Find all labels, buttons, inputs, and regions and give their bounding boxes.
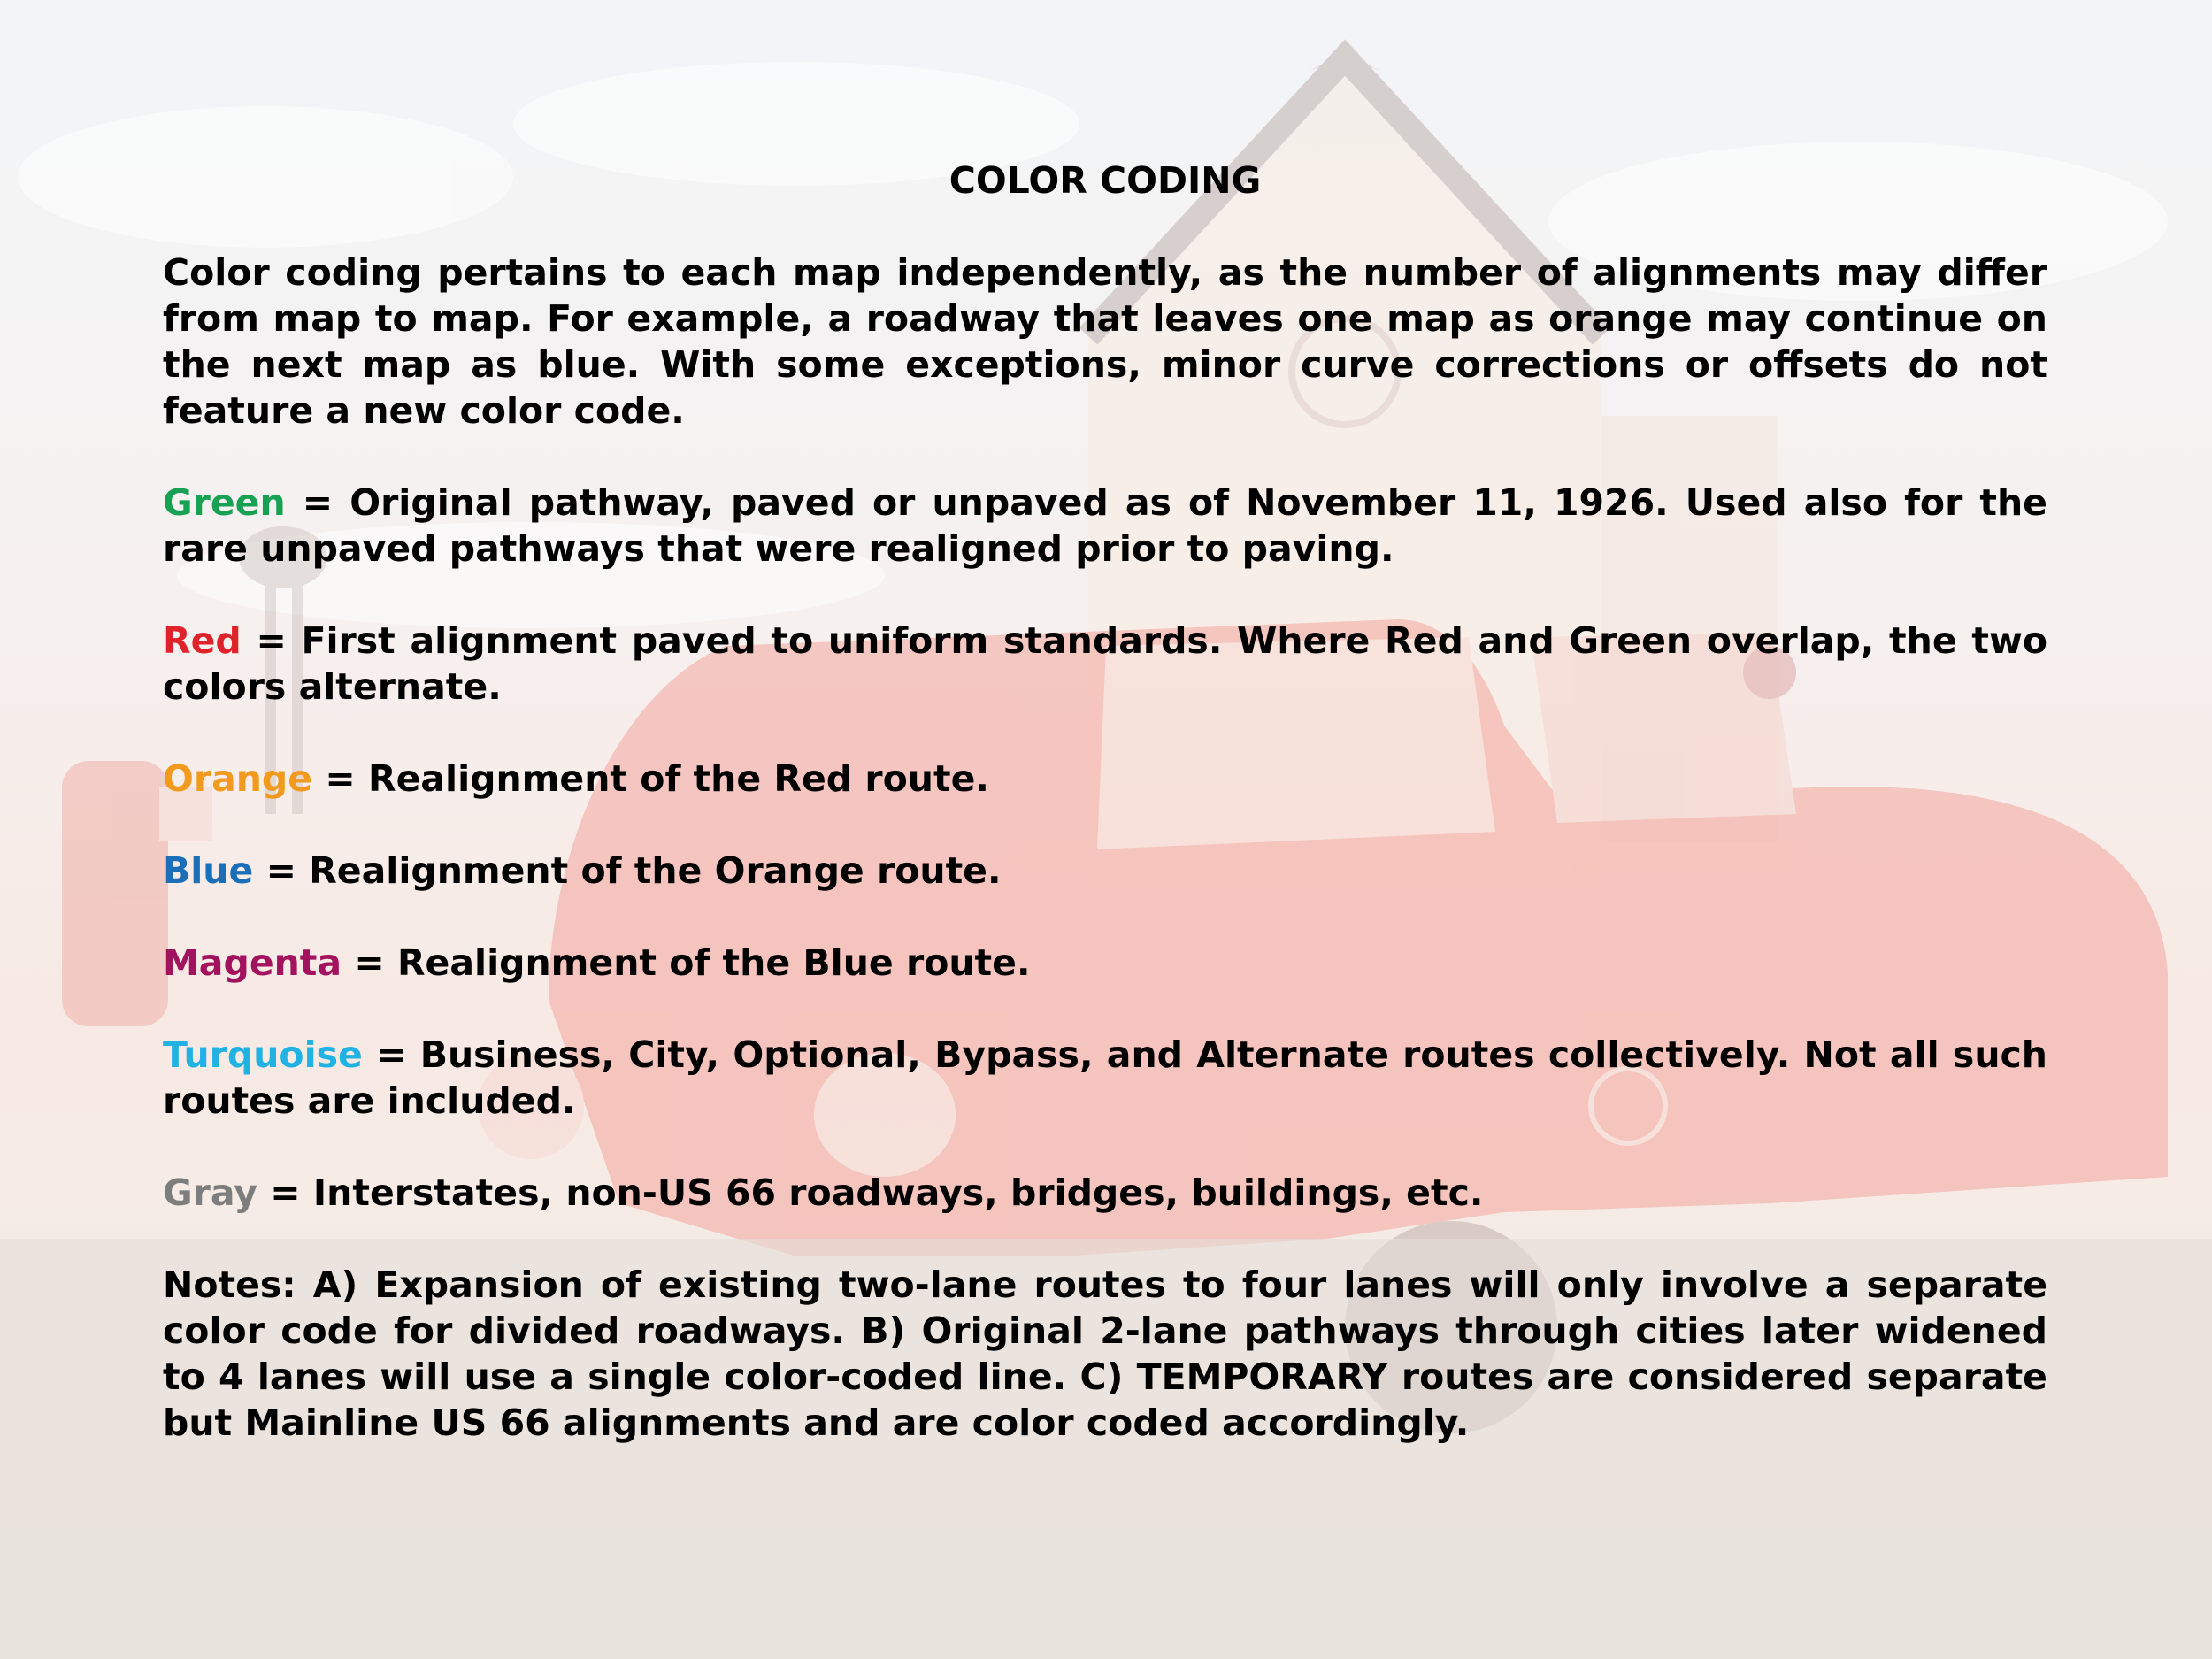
legend-item-magenta (163, 940, 2047, 986)
legend-color-name: Green (163, 481, 286, 524)
legend-color-name: Blue (163, 849, 254, 892)
legend-description: = Original pathway, paved or unpaved as of November 11, 1926. Used also for the rare unpaved pathways that were realigned prior to paving. (163, 481, 2047, 570)
legend-item-turquoise (163, 1032, 2047, 1124)
legend-description: = Realignment of the Orange route. (253, 849, 1002, 892)
legend-description: = Business, City, Optional, Bypass, and Alternate routes collectively. Not all such routes are included. (163, 1033, 2047, 1122)
legend-item-red (163, 618, 2047, 710)
legend-description: = Interstates, non-US 66 roadways, bridges, buildings, etc. (257, 1171, 1484, 1214)
legend-description: = First alignment paved to uniform standards. Where Red and Green overlap, the two colors alternate. (163, 619, 2047, 708)
legend-item-green (163, 480, 2047, 572)
legend-item-gray (163, 1170, 2047, 1216)
legend-color-name: Gray (163, 1171, 258, 1214)
page-title: COLOR CODING (949, 159, 1262, 202)
color-coding-document (163, 157, 2047, 1446)
legend-item-orange (163, 756, 2047, 802)
legend-color-name: Red (163, 619, 242, 662)
legend-description: = Realignment of the Blue route. (342, 941, 1031, 984)
legend-color-name: Orange (163, 757, 313, 800)
legend-color-name: Magenta (163, 941, 342, 984)
legend-item-blue (163, 848, 2047, 894)
legend-color-name: Turquoise (163, 1033, 363, 1076)
notes-paragraph: Notes: A) Expansion of existing two-lane routes to four lanes will only involve a separate color code for divided roadways. B) Original 2-lane pathways through cities later widened to 4 lanes will use a single color-coded line. C) TEMPORARY routes are considered separate but Mainline US 66 alignments and are color coded accordingly. (163, 1263, 2047, 1444)
legend-description: = Realignment of the Red route. (312, 757, 989, 800)
intro-paragraph: Color coding pertains to each map independently, as the number of alignments may differ from map to map. For example, a roadway that leaves one map as orange may continue on the next map as blue. With some exceptions, minor curve corrections or offsets do not feature a new color code. (163, 251, 2047, 432)
